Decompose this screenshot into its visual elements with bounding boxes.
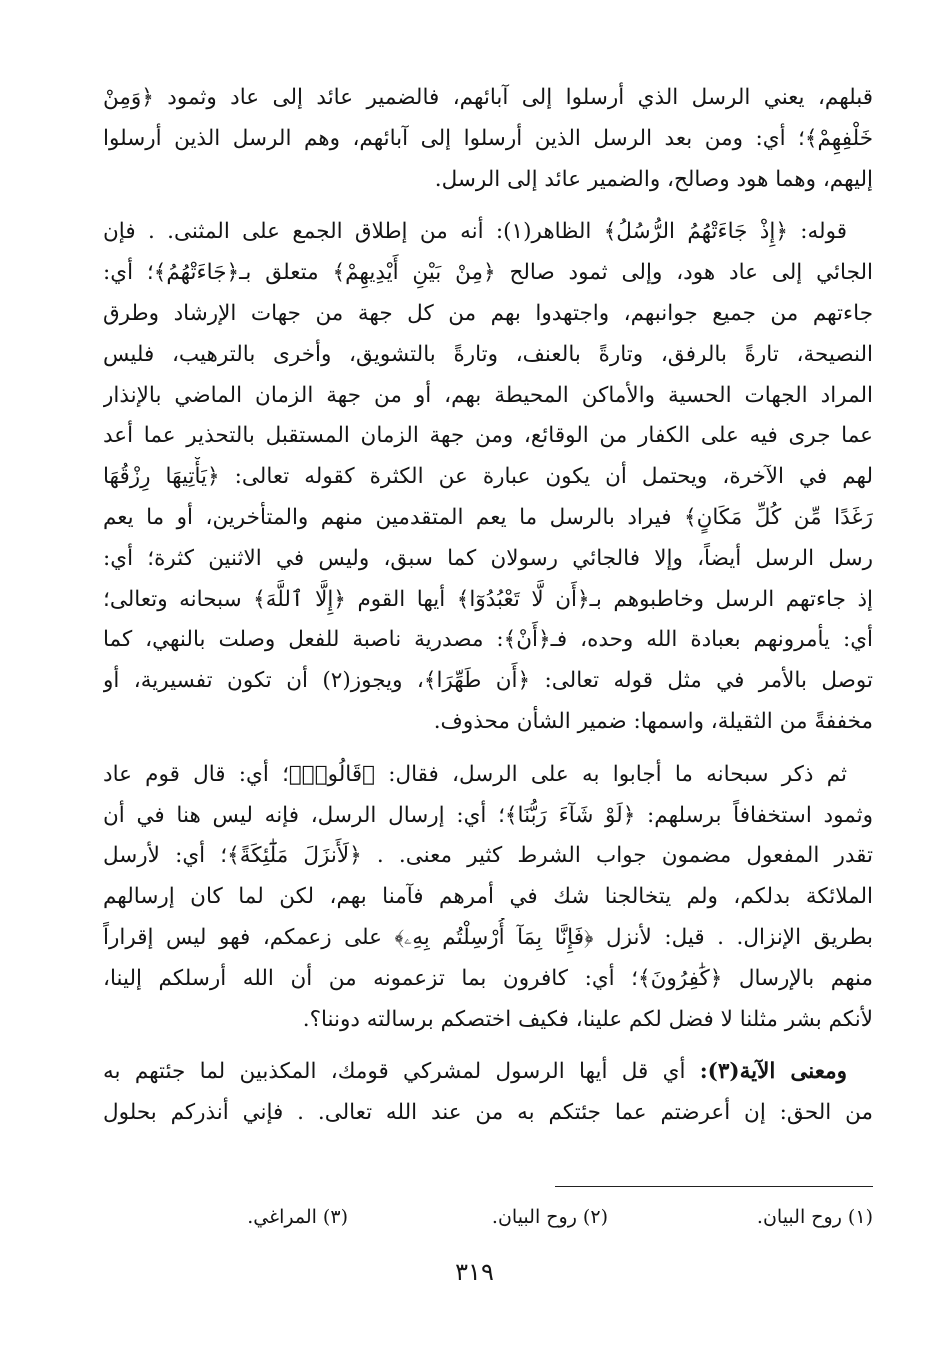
text-line: الملائكة بدلكم، ولم يتخالجنا شك في أمرهم فآمنا بهم، لكن لما كان إرسالهم (103, 884, 873, 910)
text-line: لأنكم بشر مثلنا لا فضل لكم علينا، فكيف اختصكم برسالته دوننا؟. (302, 1006, 873, 1032)
text-line (103, 1052, 873, 1093)
text-line: بطريق الإنزال. . قيل: لأنزل ﴿فَإِنَّا بِمَآ أُرْسِلْتُم بِهِۦ﴾ على زعمكم، فهو ليس إقراراً (103, 924, 873, 950)
text-line: مخففةً من الثقيلة، واسمها: ضمير الشأن محذوف. (433, 708, 873, 734)
footnotes (173, 1206, 873, 1236)
text-line: قوله: ﴿إِذْ جَاءَتْهُمُ الرُّسُلُ﴾ الظاهر(١): أنه من إطلاق الجمع على المثنى. . فإن (103, 219, 847, 245)
paragraph-3 (103, 755, 873, 1041)
text-line: إليهم، وهما هود وصالح، والضمير عائد إلى الرسل. (434, 166, 873, 192)
paragraph-4 (103, 1052, 873, 1134)
text-line: عما جرى فيه على الكفار من الوقائع، ومن جهة الزمان المستقبل بالتحذير عما أعد (103, 423, 873, 449)
text-line: من الحق: إن أعرضتم عما جئتكم به من عند الله تعالى. . فإني أنذركم بحلول (103, 1100, 873, 1126)
text-line: وثمود استخفافاً برسلهم: ﴿لَوْ شَآءَ رَبُّنَا﴾؛ أي: إرسال الرسل، فإنه ليس هنا في أن (103, 802, 873, 828)
page-body (103, 78, 873, 1146)
footnote-2: (٢) روح البيان. (491, 1206, 608, 1228)
text-line: تقدر المفعول مضمون جواب الشرط كثير معنى. . ﴿لَأَنزَلَ مَلَٰٓئِكَةً﴾؛ أي: لأرسل (103, 843, 873, 869)
footnote-3: (٣) المراغي. (247, 1206, 348, 1228)
text-line: النصيحة، تارةً بالرفق، وتارةً بالعنف، وتارةً بالتشويق، وأخرى بالترهيب، فليس (103, 341, 873, 367)
text-line: المراد الجهات الحسية والأماكن المحيطة بهم، أو من جهة الزمان الماضي بالإنذار (103, 382, 873, 408)
text-fragment: أي قل أيها الرسول لمشركي قومك، المكذبين لما جئتهم به (103, 1059, 700, 1085)
text-line: إذ جاءتهم الرسل وخاطبوهم بـ﴿أَن لَّا تَعْبُدُوٓا﴾ أيها القوم ﴿إِلَّا ٱللَّهَ﴾ سبحانه وتعالى؛ (103, 586, 873, 612)
text-line: خَلْفِهِمْ﴾؛ أي: ومن بعد الرسل الذين أرسلوا إلى آبائهم، وهم الرسل الذين أرسلوا (103, 125, 873, 151)
text-line: ثم ذكر سبحانه ما أجابوا به على الرسل، فقال: ﴿قَالُوا۟﴾؛ أي: قال قوم عاد (103, 761, 847, 787)
text-line: قبلهم، يعني الرسل الذي أرسلوا إلى آبائهم، فالضمير عائد إلى عاد وثمود ﴿وَمِنْ (103, 85, 873, 110)
text-line: أي: يأمرونهم بعبادة الله وحده، فـ﴿أَنْ﴾: مصدرية ناصبة للفعل وصلت بالنهي، كما (103, 627, 873, 653)
text-line: جاءتهم من جميع جوانبهم، واجتهدوا بهم من كل جهة من جهات الإرشاد وطرق (103, 300, 873, 326)
text-line: توصل بالأمر في مثل قوله تعالى: ﴿أَن طَهِّرَا﴾، ويجوز(٢) أن تكون تفسيرية، أو (103, 668, 873, 694)
text-line: لهم في الآخرة، ويحتمل أن يكون عبارة عن الكثرة كقوله تعالى: ﴿يَأْتِيهَا رِزْقُهَا (103, 464, 873, 490)
text-line: منهم بالإرسال ﴿كَٰفِرُونَ﴾؛ أي: كافرون بما تزعمونه من أن الله أرسلكم إلينا، (103, 965, 873, 991)
text-line: رَغَدًا مِّن كُلِّ مَكَانٍ﴾ فيراد بالرسل ما يعم المتقدمين منهم والمتأخرين، أو ما يعم (103, 504, 873, 530)
paragraph-lead: ومعنى الآية(٣): (699, 1059, 847, 1085)
footnote-separator (555, 1186, 873, 1187)
text-line: الجائي إلى عاد هود، وإلى ثمود صالح ﴿مِنْ بَيْنِ أَيْدِيهِمْ﴾ متعلق بـ﴿جَاءَتْهُمُ﴾؛ أي: (103, 260, 873, 286)
footnote-1: (١) روح البيان. (756, 1206, 873, 1228)
paragraph-1 (103, 78, 873, 200)
page-number: ٣١٩ (455, 1258, 494, 1286)
paragraph-2 (103, 212, 873, 742)
text-line: رسل الرسل أيضاً، وإلا فالجائي رسولان كما سبق، وليس في الاثنين كثرة؛ أي: (103, 545, 873, 571)
